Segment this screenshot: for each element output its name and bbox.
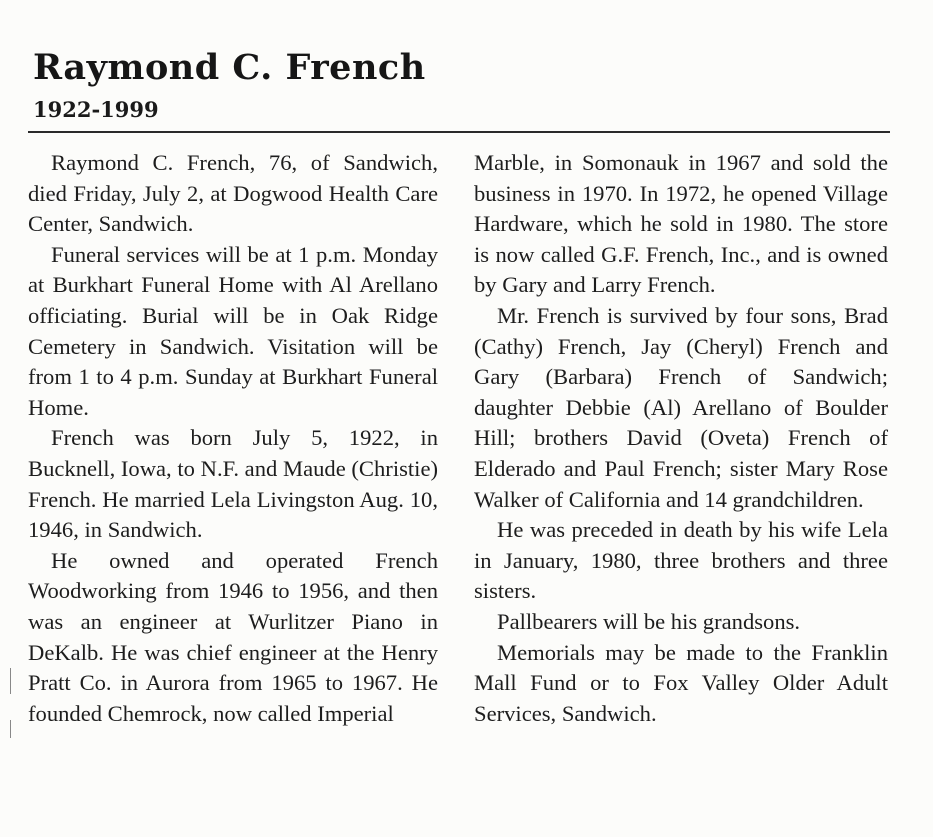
paragraph-pallbearers: Pallbearers will be his grandsons. — [497, 608, 801, 634]
paragraph-preceded-in-death: He was preceded in death by his wife Lela in January, 1980, three brothers and three sisters. — [474, 517, 888, 604]
obituary-column-right — [474, 148, 888, 729]
scan-edge-mark — [10, 668, 11, 694]
header-rule — [28, 131, 890, 133]
paragraph-survivors: Mr. French is survived by four sons, Brad (Cathy) French, Jay (Cheryl) French and Gary (Barbara) French of Sandwich; daughter Debbie (Al) Arellano of Boulder Hill; brothers David (Oveta) French of Elderado and Paul French; sister Mary Rose Walker of California and 14 grandchildren. — [474, 302, 888, 512]
paragraph-memorials: Memorials may be made to the Franklin Mall Fund or to Fox Valley Older Adult Services, Sandwich. — [474, 639, 888, 726]
obituary-column-left — [28, 148, 438, 729]
scan-edge-mark — [10, 720, 11, 738]
paragraph-career-continued: Marble, in Somonauk in 1967 and sold the business in 1970. In 1972, he opened Village Hardware, which he sold in 1980. The store is now called G.F. French, Inc., and is owned by Gary and Larry French. — [474, 150, 888, 298]
paragraph-birth-marriage: French was born July 5, 1922, in Bucknell, Iowa, to N.F. and Maude (Christie) French. He married Lela Livingston Aug. 10, 1946, in Sandwich. — [28, 425, 438, 543]
paragraph-career: He owned and operated French Woodworking from 1946 to 1956, and then was an engineer at Wurlitzer Piano in DeKalb. He was chief engineer at the Henry Pratt Co. in Aurora from 1965 to 1967. He founded Chemrock, now called Imperial — [28, 547, 438, 726]
paragraph-death-notice: Raymond C. French, 76, of Sandwich, died Friday, July 2, at Dogwood Health Care Center, Sandwich. — [28, 150, 438, 237]
obituary-years: 1922-1999 — [33, 97, 159, 122]
paragraph-funeral-services: Funeral services will be at 1 p.m. Monday at Burkhart Funeral Home with Al Arellano officiating. Burial will be in Oak Ridge Cemetery in Sandwich. Visitation will be from 1 to 4 p.m. Sunday at Burkhart Funeral Home. — [28, 241, 438, 420]
obituary-name: Raymond C. French — [33, 47, 426, 88]
